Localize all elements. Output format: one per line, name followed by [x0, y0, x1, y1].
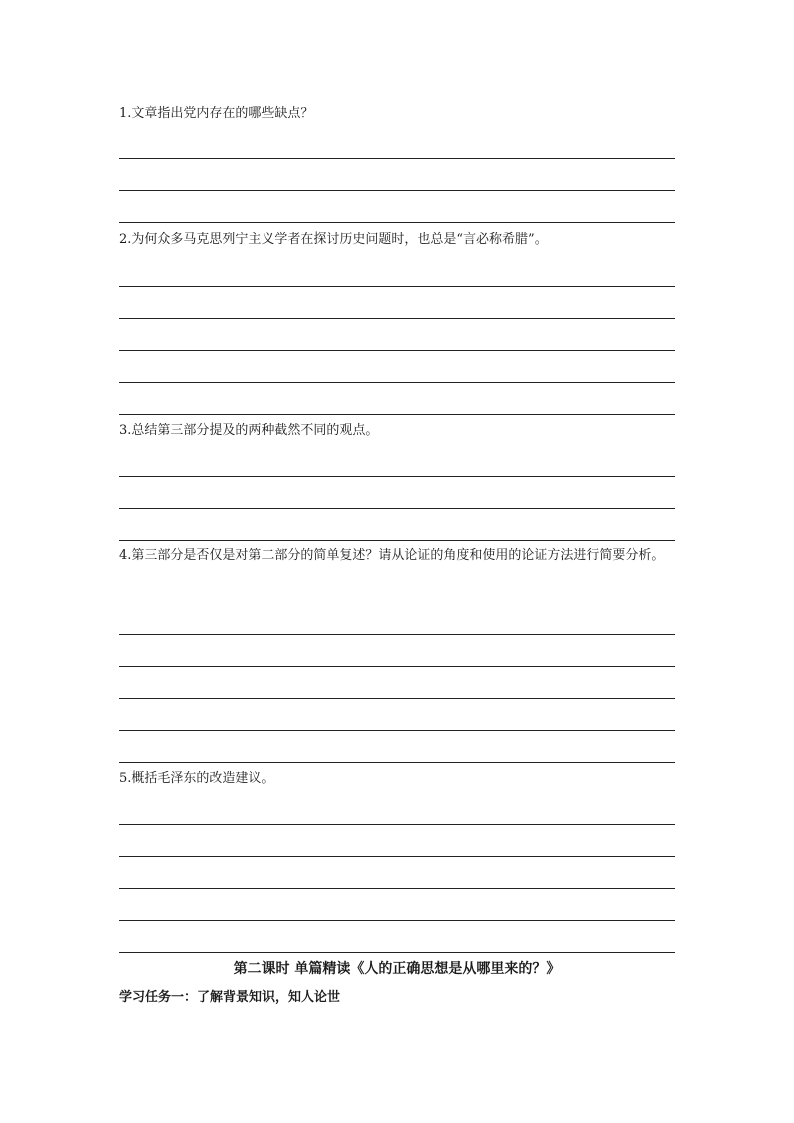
answer-line [119, 856, 675, 857]
answer-line [119, 666, 675, 667]
answer-line [119, 698, 675, 699]
answer-line [119, 952, 675, 953]
answer-line [119, 730, 675, 731]
learning-task-heading: 学习任务一：了解背景知识，知人论世 [119, 990, 341, 1005]
answer-line [119, 476, 675, 477]
answer-line [119, 382, 675, 383]
answer-line [119, 318, 675, 319]
answer-line [119, 920, 675, 921]
section-title: 第二课时 单篇精读《人的正确思想是从哪里来的？》 [233, 961, 561, 977]
answer-line [119, 508, 675, 509]
answer-line [119, 350, 675, 351]
question-3: 3.总结第三部分提及的两种截然不同的观点。 [119, 423, 379, 438]
answer-line [119, 286, 675, 287]
question-5: 5.概括毛泽东的改造建议。 [119, 771, 275, 786]
question-4: 4.第三部分是否仅是对第二部分的简单复述？请从论证的角度和使用的论证方法进行简要分析。 [119, 548, 665, 563]
question-1: 1.文章指出党内存在的哪些缺点？ [119, 106, 314, 121]
question-2: 2.为何众多马克思列宁主义学者在探讨历史问题时，也总是“言必称希腊”。 [119, 232, 548, 247]
answer-line [119, 190, 675, 191]
answer-line [119, 824, 675, 825]
answer-line [119, 888, 675, 889]
answer-line [119, 634, 675, 635]
answer-line [119, 222, 675, 223]
answer-line [119, 158, 675, 159]
